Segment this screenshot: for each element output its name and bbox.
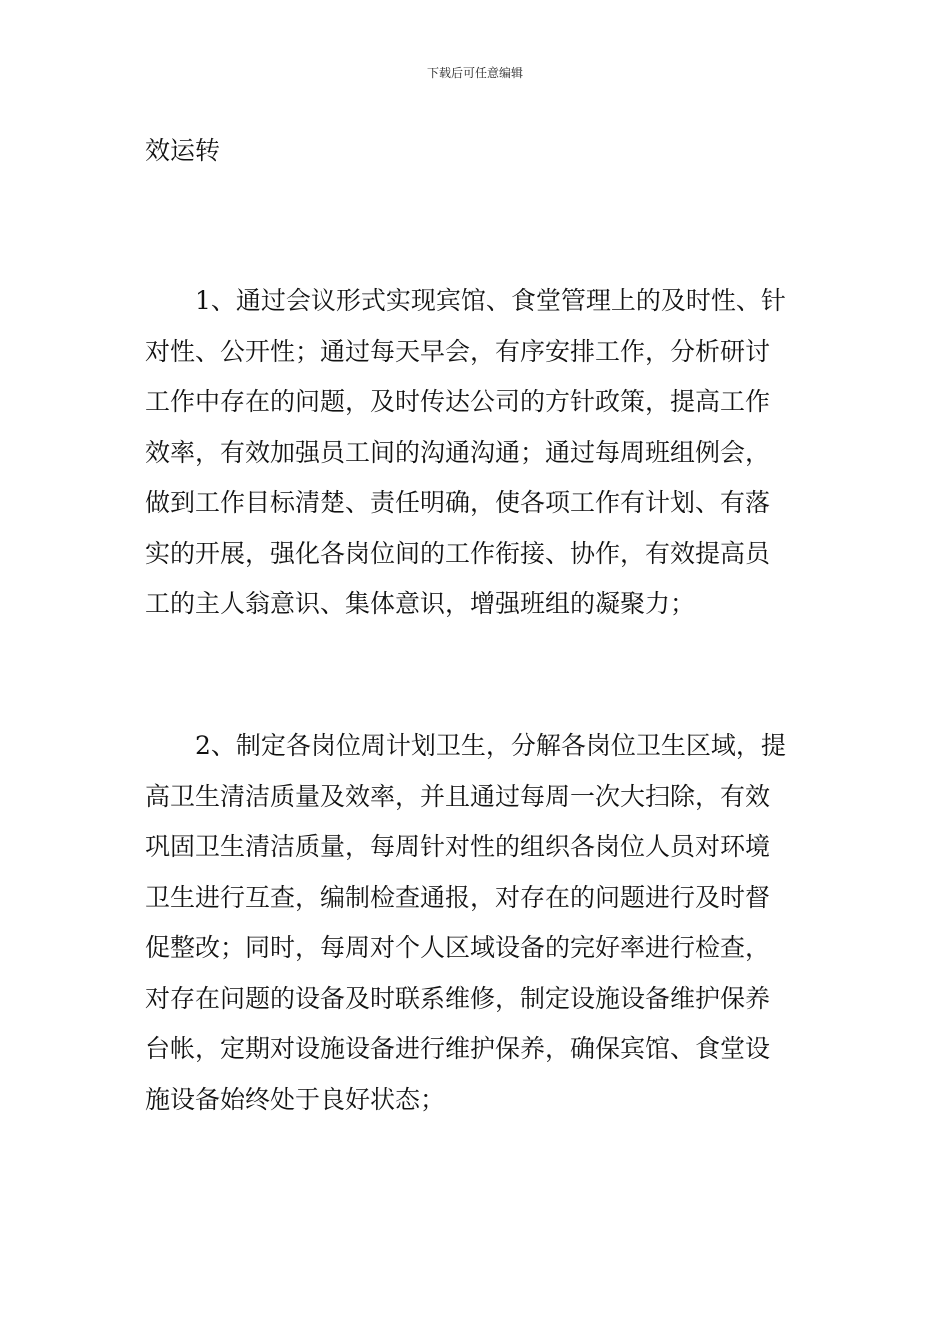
paragraph-line: 对存在问题的设备及时联系维修，制定设施设备维护保养 [145, 983, 771, 1013]
paragraph-line: 卫生进行互查，编制检查通报，对存在的问题进行及时督 [145, 882, 771, 912]
page-header: 下载后可任意编辑 [426, 66, 523, 80]
paragraph-line: 巩固卫生清洁质量，每周针对性的组织各岗位人员对环境 [145, 832, 771, 861]
paragraph-line: 工的主人翁意识、集体意识，增强班组的凝聚力； [145, 589, 696, 618]
paragraph-1 [145, 276, 805, 630]
paragraph-line: 高卫生清洁质量及效率，并且通过每周一次大扫除，有效 [145, 781, 771, 811]
paragraph-line: 台帐，定期对设施设备进行维护保养，确保宾馆、食堂设 [145, 1034, 771, 1063]
continued-text-fragment: 效运转 [145, 136, 221, 165]
paragraph-line: 促整改；同时，每周对个人区域设备的完好率进行检查， [145, 933, 771, 962]
paragraph-line: 对性、公开性；通过每天早会，有序安排工作，分析研讨 [145, 336, 771, 366]
paragraph-2 [145, 721, 805, 1125]
paragraph-line: 实的开展，强化各岗位间的工作衔接、协作，有效提高员 [145, 538, 771, 568]
paragraph-line: 2、制定各岗位周计划卫生，分解各岗位卫生区域，提 [195, 731, 786, 760]
paragraph-line: 工作中存在的问题，及时传达公司的方针政策，提高工作 [145, 387, 771, 416]
paragraph-line: 施设备始终处于良好状态； [145, 1084, 446, 1114]
paragraph-line: 做到工作目标清楚、责任明确，使各项工作有计划、有落 [145, 488, 771, 517]
paragraph-line: 效率，有效加强员工间的沟通沟通；通过每周班组例会， [145, 437, 771, 467]
paragraph-line: 1、通过会议形式实现宾馆、食堂管理上的及时性、针 [195, 286, 786, 315]
